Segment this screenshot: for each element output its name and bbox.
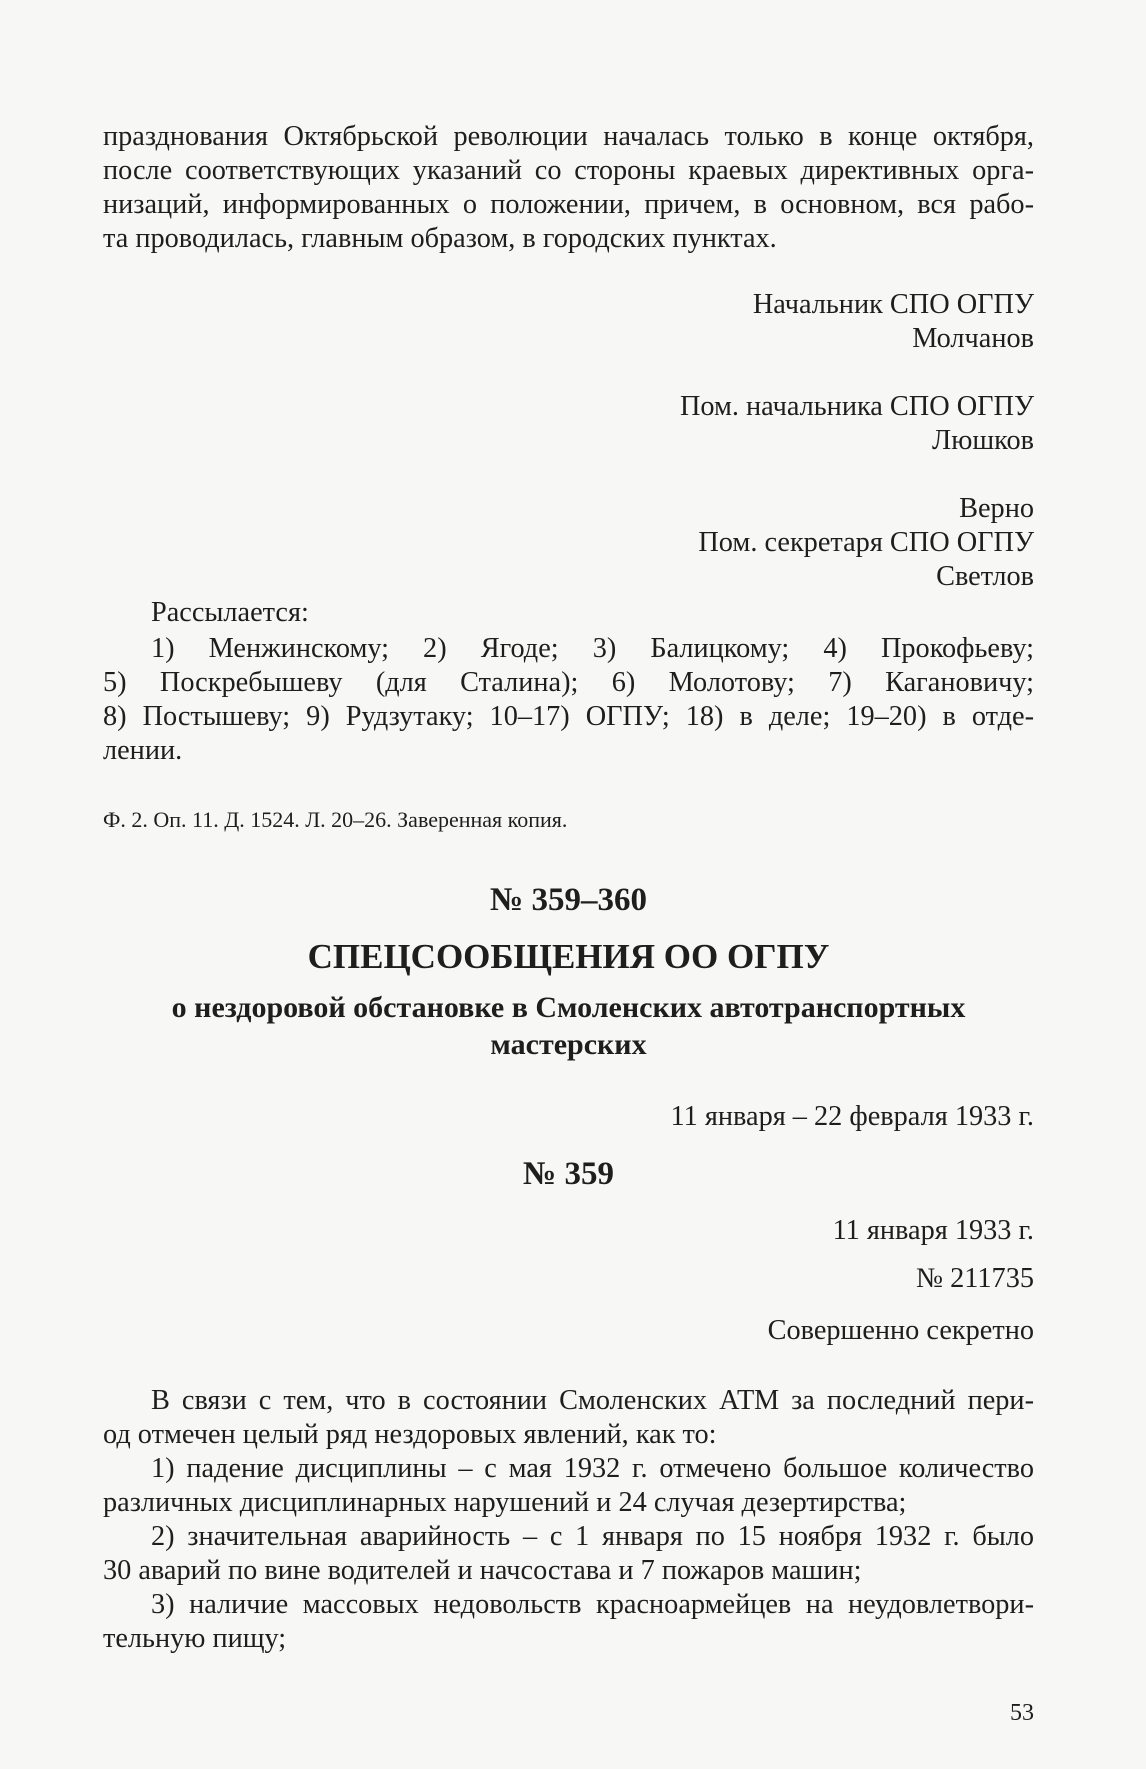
distribution-label: Рассылается:	[151, 597, 309, 628]
distribution-line: 5) Поскребышеву (для Сталина); 6) Молотову; 7) Кагановичу;	[103, 667, 1034, 698]
text-line: низаций, информированных о положении, причем, в основном, вся рабо-	[103, 189, 1034, 220]
document-number: № 359	[523, 1156, 614, 1192]
text-line: тельную пищу;	[103, 1623, 287, 1654]
distribution-line: 8) Постышеву; 9) Рудзутаку; 10–17) ОГПУ; 18) в деле; 19–20) в отде-	[103, 701, 1034, 732]
section-subtitle: мастерских	[490, 1028, 647, 1061]
text-line: В связи с тем, что в состоянии Смоленских АТМ за последний пери-	[151, 1385, 1034, 1416]
signer-name: Люшков	[932, 425, 1034, 456]
classification-label: Совершенно секретно	[767, 1315, 1034, 1346]
archive-reference: Ф. 2. Оп. 11. Д. 1524. Л. 20–26. Заверенная копия.	[103, 807, 568, 832]
registration-number: № 211735	[916, 1263, 1034, 1294]
section-number: № 359–360	[490, 882, 647, 918]
distribution-line: лении.	[103, 735, 183, 766]
section-title: СПЕЦСООБЩЕНИЯ ОО ОГПУ	[307, 937, 830, 976]
certification-word: Верно	[959, 493, 1034, 524]
text-line: 1) падение дисциплины – с мая 1932 г. отмечено большое количество	[151, 1453, 1034, 1484]
signer-title: Начальник СПО ОГПУ	[752, 289, 1034, 320]
text-line: 30 аварий по вине водителей и начсостава и 7 пожаров машин;	[103, 1555, 862, 1586]
date-range: 11 января – 22 февраля 1933 г.	[670, 1101, 1034, 1132]
text-line: 2) значительная аварийность – с 1 января по 15 ноября 1932 г. было	[151, 1521, 1034, 1552]
text-line: различных дисциплинарных нарушений и 24 случая дезертирства;	[103, 1487, 907, 1518]
signer-title: Пом. начальника СПО ОГПУ	[679, 391, 1034, 422]
text-line: празднования Октябрьской революции началась только в конце октября,	[103, 121, 1034, 152]
distribution-line: 1) Менжинскому; 2) Ягоде; 3) Балицкому; 4) Прокофьеву;	[151, 633, 1034, 664]
text-line: од отмечен целый ряд нездоровых явлений, как то:	[103, 1419, 717, 1450]
text-line: та проводилась, главным образом, в городских пунктах.	[103, 223, 777, 254]
signer-name: Светлов	[936, 561, 1034, 592]
document-date: 11 января 1933 г.	[832, 1215, 1034, 1246]
text-line: после соответствующих указаний со стороны краевых директивных орга-	[103, 155, 1034, 186]
section-subtitle: о нездоровой обстановке в Смоленских автотранспортных	[171, 991, 966, 1024]
text-line: 3) наличие массовых недовольств красноармейцев на неудовлетвори-	[151, 1589, 1034, 1620]
page-number: 53	[1010, 1700, 1034, 1726]
signer-title: Пом. секретаря СПО ОГПУ	[698, 527, 1034, 558]
signer-name: Молчанов	[912, 323, 1034, 354]
